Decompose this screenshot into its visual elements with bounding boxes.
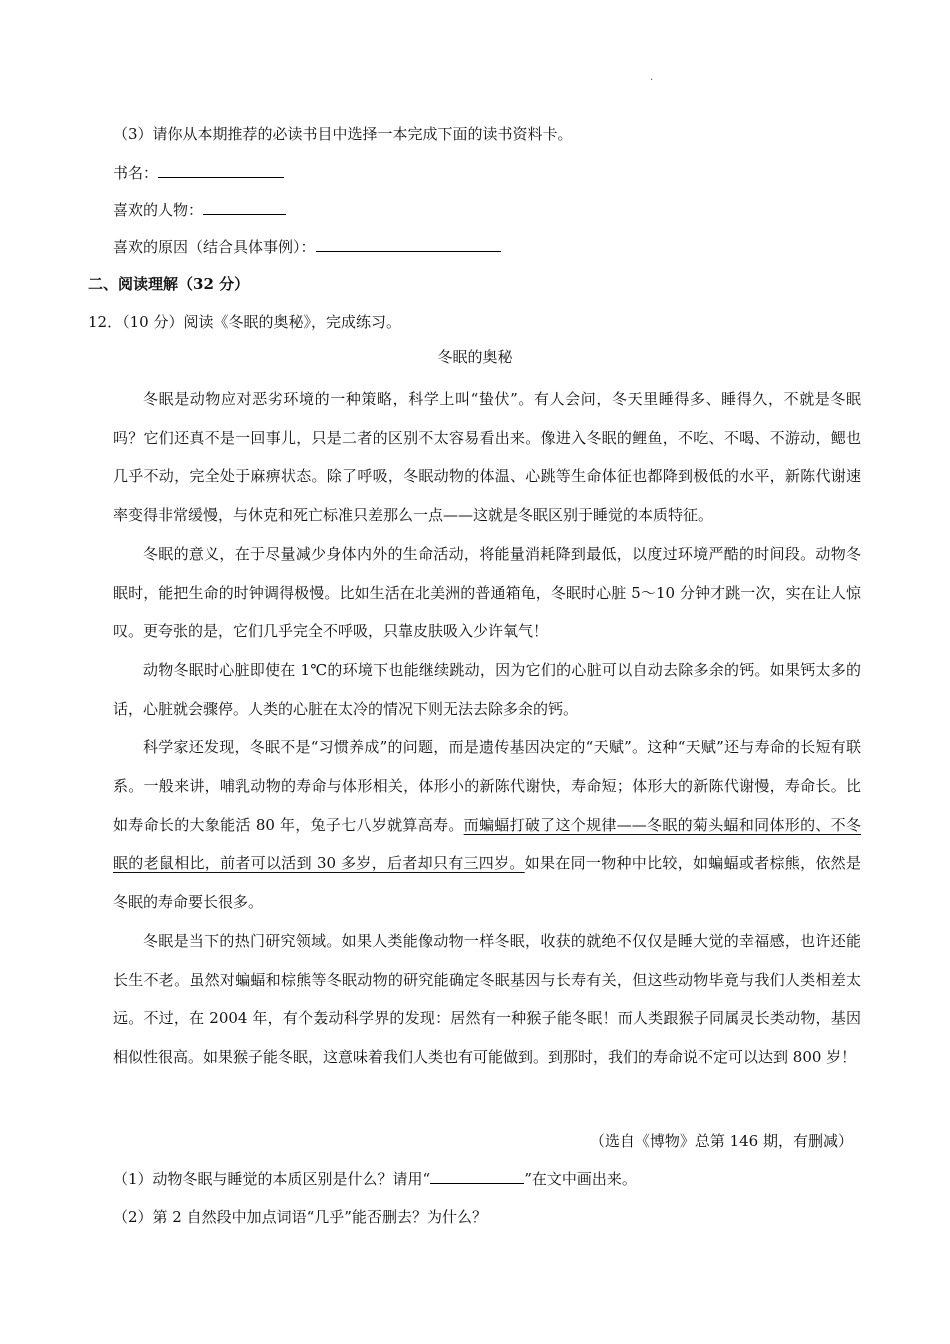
favorite-character-label: 喜欢的人物： (113, 201, 204, 219)
book-name-blank[interactable] (158, 162, 284, 178)
q3-prompt (113, 123, 573, 144)
paragraph-4-text-b: 如果在同一物种中比较，如蝙蝠或者棕熊，依然是冬眠的寿命要长很多。 (113, 854, 861, 912)
sub-question-2 (113, 1206, 487, 1227)
book-name-label: 书名： (113, 164, 159, 182)
favorite-reason-blank[interactable] (316, 236, 501, 252)
favorite-character-blank[interactable] (203, 199, 286, 215)
favorite-reason-row (113, 236, 501, 257)
paragraph-4-underlined-sentence: 而蝙蝠打破了这个规律——冬眠的菊头蝠和同体形的、不冬眠的老鼠相比，前者可以活到 30 多岁，后者却只有三四岁。 (113, 815, 861, 873)
article-paragraph-5: 冬眠是当下的热门研究领域。如果人类能像动物一样冬眠，收获的就绝不仅仅是睡大觉的幸福感，也许还能长生不老。虽然对蝙蝠和棕熊等冬眠动物的研究能确定冬眠基因与长寿有关，但这些动物毕竟与我们人类相差太远。不过，在 2004 年，有个轰动科学界的发现：居然有一种猴子能冬眠！而人类跟猴子同属灵长类动物，基因相似性很高。如果猴子能冬眠，这意味着我们人类也有可能做到。到那时，我们的寿命说不定可以达到 800 岁！ (113, 931, 861, 1066)
header-dot: . (650, 72, 654, 83)
sub-question-1-text-b: ”在文中画出来。 (524, 1170, 637, 1188)
article-source: （选自《博物》总第 146 期，有删减） (589, 1132, 853, 1150)
sub-question-1 (113, 1168, 637, 1189)
book-name-row (113, 162, 284, 183)
article-paragraph-3: 动物冬眠时心脏即使在 1℃的环境下也能继续跳动，因为它们的心脏可以自动去除多余的钙。如果钙太多的话，心脏就会骤停。人类的心脏在太冷的情况下则无法去除多余的钙。 (113, 660, 861, 718)
article-paragraph-2: 冬眠的意义，在于尽量减少身体内外的生命活动，将能量消耗降到最低，以度过环境严酷的时间段。动物冬眠时，能把生命的时钟调得极慢。比如生活在北美洲的普通箱龟，冬眠时心脏 5～10 分钟才跳一次，实在让人惊叹。更夸张的是，它们几乎完全不呼吸，只靠皮肤吸入少许氧气！ (113, 544, 861, 641)
sub-question-1-text-a: （1）动物冬眠与睡觉的本质区别是什么？请用“ (113, 1170, 431, 1188)
sub-question-2-text: （2）第 2 自然段中加点词语“几乎”能否删去？为什么？ (113, 1208, 487, 1226)
article-paragraph-4 (113, 728, 861, 922)
article-paragraph-1: 冬眠是动物应对恶劣环境的一种策略，科学上叫“蛰伏”。有人会问，冬天里睡得多、睡得久，不就是冬眠吗？它们还真不是一回事儿，只是二者的区别不太容易看出来。像进入冬眠的鲤鱼，不吃、不喝、不游动，鳃也几乎不动，完全处于麻痹状态。除了呼吸，冬眠动物的体温、心跳等生命体征也都降到极低的水平，新陈代谢速率变得非常缓慢，与休克和死亡标准只差那么一点——这就是冬眠区别于睡觉的本质特征。 (113, 390, 861, 525)
article-body (113, 380, 861, 1077)
favorite-character-row (113, 199, 286, 220)
favorite-reason-label: 喜欢的原因（结合具体事例）： (113, 238, 316, 256)
section-title-reading: 二、阅读理解（32 分） (88, 275, 250, 293)
underline-marker-blank (430, 1168, 524, 1184)
q3-prompt-text: （3）请你从本期推荐的必读书目中选择一本完成下面的读书资料卡。 (113, 125, 573, 143)
question-12-prompt: 12．（10 分）阅读《冬眠的奥秘》，完成练习。 (88, 313, 401, 331)
paragraph-4-text-a: 科学家还发现，冬眠不是“习惯养成”的问题，而是遗传基因决定的“天赋”。这种“天赋”还与寿命的长短有联系。一般来讲，哺乳动物的寿命与体形相关，体形小的新陈代谢快，寿命短；体形大的新陈代谢慢，寿命长。比如寿命长的大象能活 80 年，兔子七八岁就算高寿。 (113, 738, 861, 834)
article-title: 冬眠的奥秘 (437, 348, 513, 366)
